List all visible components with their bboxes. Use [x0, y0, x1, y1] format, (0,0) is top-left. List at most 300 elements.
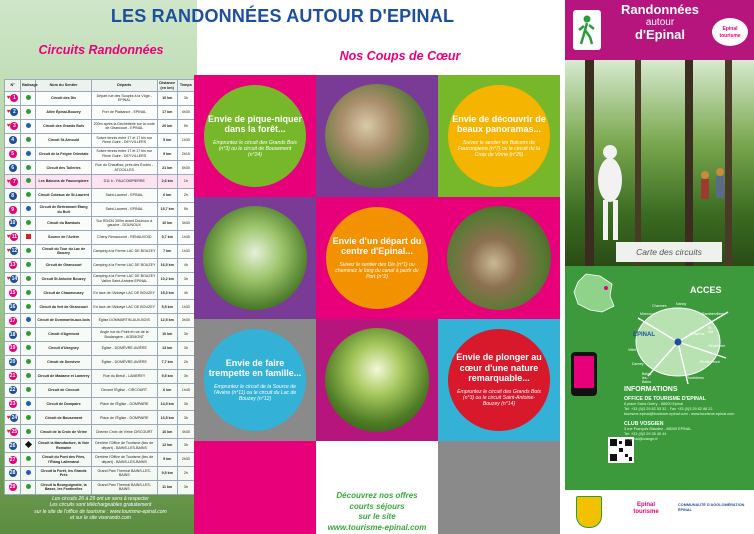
row-name: Circuit du fort de Girancourt [36, 300, 92, 314]
difficulty-marker-icon [26, 192, 31, 197]
row-marking [21, 480, 36, 494]
table-row [5, 286, 195, 300]
card-centre-epinal [316, 197, 438, 319]
row-marking [21, 439, 36, 453]
coups-de-coeur-title: Nos Coups de Cœur [339, 49, 461, 63]
row-distance: 15,7 km [157, 203, 177, 217]
difficulty-marker-icon [25, 441, 32, 448]
row-time: 3h [177, 92, 194, 106]
row-number [5, 258, 21, 272]
row-number [5, 314, 21, 328]
table-row [5, 244, 195, 258]
row-number [5, 161, 21, 175]
row-name: Circuit la Manufacture, la Voie Romaine [36, 439, 92, 453]
circuit-number-badge: 23 [9, 401, 16, 408]
row-name: Circuit de Circourt [36, 383, 92, 397]
row-number [5, 300, 21, 314]
row-name: Circuit de Girancourt [36, 258, 92, 272]
row-name: Circuit du Tour du Lac de Bouzey [36, 244, 92, 258]
row-time: 3h [177, 397, 194, 411]
circuit-number-badge: 10 [9, 220, 16, 227]
cover-title-line: autour [645, 17, 675, 28]
hikers-photo [447, 206, 551, 310]
row-departs: Place de l'Église - DOMPAIRE [91, 411, 157, 425]
col-name: Nom du Sentier [36, 80, 92, 92]
row-time: 1h45 [177, 383, 194, 397]
difficulty-marker-icon [26, 165, 31, 170]
row-distance: 5,7 km [157, 230, 177, 244]
row-name: Les Balcons de Fauconpierre [36, 175, 92, 189]
circuit-number-badge: 12 [11, 248, 18, 255]
row-number [5, 119, 21, 133]
circuit-number-badge: 9 [9, 206, 17, 214]
row-name: Circuit du Bambois [36, 217, 92, 231]
circuits-table [4, 79, 195, 495]
office-line[interactable]: tourisme.epinal@tourisme-epinal.com - www.tourisme-epinal.com [624, 412, 735, 416]
row-marking [21, 244, 36, 258]
card-body: Empruntez le circuit de la Source de l'Avière (n°11) ou le circuit du Lac de Bouzey (n°12) [213, 383, 297, 403]
row-name: Circuit St-Arnould [36, 133, 92, 147]
footnote-line: sur le site de l'office de tourisme : www.tourisme-epinal.com [34, 508, 167, 515]
difficulty-marker-icon [26, 415, 31, 420]
card-photo-rocks [316, 75, 438, 197]
row-name: Circuit de Dommartin-aux-bois [36, 314, 92, 328]
row-name: Circuit de la Feigne Orientale [36, 147, 92, 161]
row-departs: En face de l'Abbaye LAC DE BOUZEY [91, 286, 157, 300]
discover-line: Découvrez nos offres [336, 491, 418, 500]
row-marking [21, 425, 36, 439]
row-departs: Grand Parc Thermal BAINS-LES-BAINS [91, 480, 157, 494]
table-row [5, 453, 195, 467]
row-distance: 12 km [157, 439, 177, 453]
row-number [5, 397, 21, 411]
col-number: N° [5, 80, 21, 92]
office-name: OFFICE DE TOURISME D'EPINAL [624, 396, 706, 402]
row-number [5, 133, 21, 147]
difficulty-marker-icon [26, 276, 31, 281]
difficulty-marker-icon [26, 262, 31, 267]
row-distance: 16,5 km [157, 258, 177, 272]
row-marking [21, 258, 36, 272]
row-departs: Place de l'Église - DOMPAIRE [91, 397, 157, 411]
heart-icon: ♥ [6, 276, 11, 283]
row-departs: Saint-Laurent - EPINAL [91, 203, 157, 217]
card-trempette [194, 319, 316, 441]
row-number [5, 203, 21, 217]
row-distance: 17 km [157, 105, 177, 119]
difficulty-marker-icon [26, 401, 31, 406]
table-row [5, 161, 195, 175]
row-marking [21, 119, 36, 133]
circuit-number-badge: 15 [9, 289, 16, 296]
row-name: Circuit de Domèvre [36, 355, 92, 369]
row-distance: 5 km [157, 133, 177, 147]
card-body: Empruntez le circuit des Grands Bois (n°3) ou le circuit Saint-Antoine-Bouzey (n°14) [457, 388, 541, 408]
row-time: 1h [177, 175, 194, 189]
row-time: 3h [177, 480, 194, 494]
row-name: Circuit des Dix [36, 92, 92, 106]
difficulty-marker-icon [26, 331, 31, 336]
circuit-number-badge: 17 [9, 317, 16, 324]
row-number [5, 272, 21, 286]
card-photo-forest [316, 319, 438, 441]
row-departs: D11 b - FAUCOMPIERRE [91, 175, 157, 189]
row-time: 5h [177, 119, 194, 133]
row-time: 4h30 [177, 105, 194, 119]
heart-icon: ♥ [6, 178, 11, 185]
card-nature [438, 319, 560, 441]
circuit-number-badge: 20 [9, 359, 16, 366]
card-heading: Envie d'un départ du centre d'Epinal... [332, 235, 422, 257]
acces-title: ACCES [690, 285, 722, 295]
row-time: 2h [177, 467, 194, 481]
row-time: 2h [177, 189, 194, 203]
difficulty-marker-icon [26, 206, 31, 211]
difficulty-marker-icon [26, 290, 31, 295]
circuit-number-badge: 2 [10, 108, 18, 116]
row-name: Circuit d'Uxegney [36, 342, 92, 356]
row-number [5, 92, 21, 106]
difficulty-marker-icon [26, 151, 31, 156]
row-name: Circuit de Madame et Lamerey [36, 369, 92, 383]
office-line: Tel. +33 (0)3 29 82 53 32 - Fax +33 (0)3 29 82 88 22 [624, 407, 713, 411]
footnote-line: et sur le site visorando.com [70, 515, 131, 522]
row-number [5, 355, 21, 369]
row-number [5, 175, 21, 189]
row-distance: 13,5 km [157, 411, 177, 425]
table-row [5, 175, 195, 189]
table-row [5, 425, 195, 439]
row-name: Circuit d'Agemont [36, 328, 92, 342]
row-name: Circuit des Tuileries [36, 161, 92, 175]
table-row [5, 272, 195, 286]
office-line: 6 place Saint-Goëry - 88000 Epinal [624, 402, 684, 406]
row-departs: Camping à la Ferme LAC DE BOUZEY [91, 244, 157, 258]
table-row [5, 411, 195, 425]
circuit-number-badge: 11 [11, 234, 17, 241]
table-row [5, 314, 195, 328]
row-marking [21, 383, 36, 397]
club-line: 3 rue François Blaudez - 88000 EPINAL [624, 427, 692, 431]
card-body: Suivez le sentier les Balcons de Fauconpierre (n°7) ou le circuit de la Croix de Virine (n°25) [457, 139, 541, 159]
epinal-tourisme-footer-logo [624, 502, 668, 516]
cover-title-line: Randonnées [620, 2, 699, 17]
difficulty-marker-icon [26, 387, 31, 392]
bottom-block-grey [438, 441, 560, 534]
difficulty-marker-icon [26, 95, 31, 100]
circuit-number-badge: 24 [11, 414, 18, 421]
col-marking: Balisage [21, 80, 36, 92]
table-row [5, 217, 195, 231]
table-row [5, 300, 195, 314]
row-departs: Sur RD434 300m avant Dounoux à gauche - DOUNOUX [91, 217, 157, 231]
col-time: Temps [177, 80, 194, 92]
card-heading: Envie de faire trempette en famille... [208, 357, 302, 379]
table-row [5, 467, 195, 481]
row-distance: 9 km [157, 453, 177, 467]
row-time: 3h [177, 342, 194, 356]
map-place-label: Gérardmer [708, 344, 726, 348]
row-marking [21, 300, 36, 314]
club-vosgien-shield-icon [576, 496, 602, 528]
row-time: 4h30 [177, 425, 194, 439]
card-panoramas [438, 75, 560, 197]
card-blob [448, 329, 550, 431]
row-departs: Saint-Laurent - EPINAL [91, 189, 157, 203]
carte-des-circuits: Carte des circuits [616, 242, 722, 262]
col-departs: Départs [91, 80, 157, 92]
row-distance: 16 km [157, 425, 177, 439]
row-marking [21, 397, 36, 411]
card-heading: Envie de pique-niquer dans la forêt... [208, 113, 303, 135]
card-photo-walkers [194, 197, 316, 319]
row-departs: Départ rue des Soupirs à la Vôge - EPINAL [91, 92, 157, 106]
row-marking [21, 230, 36, 244]
row-time: 5h [177, 203, 194, 217]
club-line: Tel. +33 (0)3 29 35 45 44 [624, 432, 667, 436]
heart-icon: ♥ [6, 234, 11, 241]
row-number [5, 105, 21, 119]
row-number [5, 217, 21, 231]
row-departs: 200m après la Déchetterie sur la route de Girancourt - EPINAL [91, 119, 157, 133]
circuit-number-badge: 6 [9, 164, 17, 172]
row-time: 2h15 [177, 147, 194, 161]
row-distance: 10 km [157, 217, 177, 231]
walkers-photo [203, 206, 307, 310]
circuit-number-badge: 29 [9, 484, 16, 491]
row-time: 2h30 [177, 453, 194, 467]
epinal-tourisme-logo [712, 18, 748, 46]
row-marking [21, 147, 36, 161]
rocks-photo [325, 84, 429, 188]
circuit-number-badge: 3 [10, 122, 18, 130]
difficulty-marker-icon [26, 178, 31, 183]
table-row [5, 133, 195, 147]
row-departs: Chény Renaucourt - RENAUVOID [91, 230, 157, 244]
row-departs: Devant l'Église - CIRCOURT [91, 383, 157, 397]
map-place-label: Plombières [686, 376, 704, 380]
row-number [5, 328, 21, 342]
row-time: 4h [177, 258, 194, 272]
row-departs: Grand Parc Thermal BAINS-LES-BAINS [91, 467, 157, 481]
difficulty-marker-icon [26, 123, 31, 128]
row-distance: 6 km [157, 383, 177, 397]
card-pique-nique [194, 75, 316, 197]
row-time: 1h30 [177, 300, 194, 314]
map-place-label: Vittel [628, 348, 636, 352]
france-map-shape [572, 272, 616, 314]
row-marking [21, 453, 36, 467]
info-block [624, 386, 752, 442]
hiker-logo-icon [573, 10, 601, 50]
difficulty-marker-icon [26, 456, 31, 461]
row-time: 3h30 [177, 314, 194, 328]
row-time: 3h [177, 439, 194, 453]
row-departs: Angle rue du Point et rue de la Boulangère - AGEMONT [91, 328, 157, 342]
row-number [5, 286, 21, 300]
row-distance: 9 km [157, 147, 177, 161]
row-time: 1h30 [177, 244, 194, 258]
circuits-title: Circuits Randonnées [38, 43, 164, 57]
table-row [5, 480, 195, 494]
row-departs: Derrière l'Office de Tourisme (lieu de départ) - BAINS-LES-BAINS [91, 453, 157, 467]
row-number [5, 383, 21, 397]
map-place-label: Mirecourt [640, 312, 655, 316]
communaute-text: COMMUNAUTÉ D'AGGLOMÉRATION ÉPINAL [678, 503, 745, 512]
map-place-label: Darney [632, 362, 644, 366]
row-marking [21, 161, 36, 175]
row-time: 2h [177, 355, 194, 369]
row-name: Circuit de Dompaire [36, 397, 92, 411]
row-departs: Suivre tennis entre 17 et 17 bis rue René Guire - DEYVILLERS [91, 133, 157, 147]
circuit-number-badge: 18 [9, 331, 16, 338]
card-blob [204, 329, 306, 431]
row-name: Circuit du Pont des Fées, l'Étang Lallemand [36, 453, 92, 467]
row-departs: Camping à la Ferme LAC DE BOUZEY Vallon Saint-Antoine EPINAL [91, 272, 157, 286]
forest-scene [565, 60, 754, 266]
discover-url[interactable]: www.tourisme-epinal.com [327, 522, 427, 532]
row-departs: Suivre tennis entre 17 et 17 bis rue René Guire - DEYVILLERS [91, 147, 157, 161]
map-label-epinal: EPINAL [633, 332, 656, 338]
row-distance: 21 km [157, 161, 177, 175]
circuit-number-badge: 7 [10, 178, 18, 186]
row-marking [21, 314, 36, 328]
circuit-number-badge: 5 [9, 150, 17, 158]
row-distance: 14,5 km [157, 397, 177, 411]
footnote-line: Les circuits 26 à 29 ont un sens à respecter [52, 496, 149, 502]
table-row [5, 355, 195, 369]
row-departs: Chemin Croix de Virine CIRCOURT [91, 425, 157, 439]
col-distance: Distance (en km) [157, 80, 177, 92]
row-time: 4h [177, 286, 194, 300]
row-number [5, 467, 21, 481]
main-title: LES RANDONNÉES AUTOUR D'EPINAL [110, 6, 455, 26]
row-departs: Église - DOMÈVRE-AVIÈRE [91, 355, 157, 369]
table-row [5, 258, 195, 272]
difficulty-marker-icon [26, 470, 31, 475]
table-header [5, 80, 195, 92]
row-marking [21, 355, 36, 369]
discover-offers [316, 491, 438, 533]
circuit-number-badge: 22 [9, 387, 16, 394]
difficulty-marker-icon [26, 317, 31, 322]
row-departs: Camping à la Ferme LAC DE BOUZEY [91, 258, 157, 272]
row-name: Circuit Coteaux de St-Laurent [36, 189, 92, 203]
circuit-number-badge: 16 [9, 303, 16, 310]
row-distance: 20 km [157, 119, 177, 133]
table-row [5, 92, 195, 106]
table-row [5, 397, 195, 411]
row-time: 1h30 [177, 133, 194, 147]
smartphone-icon [571, 352, 597, 396]
circuit-number-badge: 26 [9, 442, 16, 449]
row-distance: 12,5 km [157, 314, 177, 328]
heart-icon: ♥ [6, 414, 11, 421]
row-departs: Derrière l'Office de Tourisme (lieu de départ) - BAINS-LES-BAINS [91, 439, 157, 453]
circuit-number-badge: 8 [9, 192, 17, 200]
row-number [5, 453, 21, 467]
map-place-label: Rambervillers [702, 312, 724, 316]
row-time: 3h [177, 411, 194, 425]
cover-title-line: d'Epinal [634, 27, 686, 42]
card-body: Empruntez le circuit des Grands Bois (n°3) ou le circuit de Bousement (n°24) [213, 139, 297, 159]
circuit-number-badge: 14 [11, 276, 18, 283]
table-row [5, 230, 195, 244]
row-distance: 6 km [157, 189, 177, 203]
table-row [5, 189, 195, 203]
row-distance: 10,2 km [157, 272, 177, 286]
row-number [5, 439, 21, 453]
row-number [5, 480, 21, 494]
row-departs: Rue du Chauffour, près des Écoles - ATOCILLES [91, 161, 157, 175]
brand-text: Epinal tourisme [719, 26, 741, 39]
row-number [5, 425, 21, 439]
row-marking [21, 189, 36, 203]
row-name: Circuit des Grands Bois [36, 119, 92, 133]
row-name: Circuit la Bourguignotte, la Basse, les Fontinelles [36, 480, 92, 494]
difficulty-marker-icon [26, 373, 31, 378]
row-marking [21, 92, 36, 106]
club-line[interactable]: cv.epinal@orange.fr [624, 437, 658, 441]
row-name: Circuit la Forêt, les Grands Prés [36, 467, 92, 481]
circuit-number-badge: 4 [9, 136, 17, 144]
map-place-label: Nancy [676, 302, 687, 306]
row-name: Circuit de la Croix de Virine [36, 425, 92, 439]
row-time: 3h30 [177, 217, 194, 231]
row-departs: Rue du Breuil - LAMEREY [91, 369, 157, 383]
row-number [5, 230, 21, 244]
forest-photo [325, 328, 429, 432]
map-place-label: Bains-les-Bains [642, 372, 653, 384]
table-row [5, 328, 195, 342]
bottom-block-pink [194, 441, 316, 534]
difficulty-marker-icon [26, 484, 31, 489]
row-name: Circuit de Chaumousey [36, 286, 92, 300]
row-distance: 13 km [157, 342, 177, 356]
map-place-label: Remiremont [700, 360, 720, 364]
heart-icon: ♥ [6, 123, 11, 130]
difficulty-marker-icon [26, 248, 31, 253]
row-marking [21, 175, 36, 189]
heart-icon: ♥ [6, 109, 11, 116]
circuit-number-badge: 25 [11, 428, 18, 435]
heart-icon: ♥ [6, 95, 11, 102]
discover-line: sur le site [358, 512, 396, 521]
circuit-number-badge: 19 [9, 345, 16, 352]
footer-brand: Epinal tourisme [633, 502, 659, 515]
row-number [5, 411, 21, 425]
row-marking [21, 328, 36, 342]
row-departs: En face de l'Abbaye LAC DE BOUZEY [91, 300, 157, 314]
row-number [5, 244, 21, 258]
row-number [5, 189, 21, 203]
row-distance: 9,5 km [157, 369, 177, 383]
row-marking [21, 342, 36, 356]
row-time: 3h [177, 369, 194, 383]
circuit-number-badge: 13 [9, 262, 16, 269]
row-distance: 9,5 km [157, 467, 177, 481]
card-heading: Envie de plonger au cœur d'une nature remarquable... [456, 352, 542, 384]
circuit-number-badge: 1 [10, 94, 18, 102]
row-name: Circuit de Bertramont Étang du Bult [36, 203, 92, 217]
row-name: Circuit St Antoine Bouzey [36, 272, 92, 286]
row-marking [21, 369, 36, 383]
france-map-icon [572, 272, 616, 314]
row-marking [21, 203, 36, 217]
row-time: 3h [177, 328, 194, 342]
row-marking [21, 217, 36, 231]
circuit-number-badge: 27 [9, 456, 16, 463]
